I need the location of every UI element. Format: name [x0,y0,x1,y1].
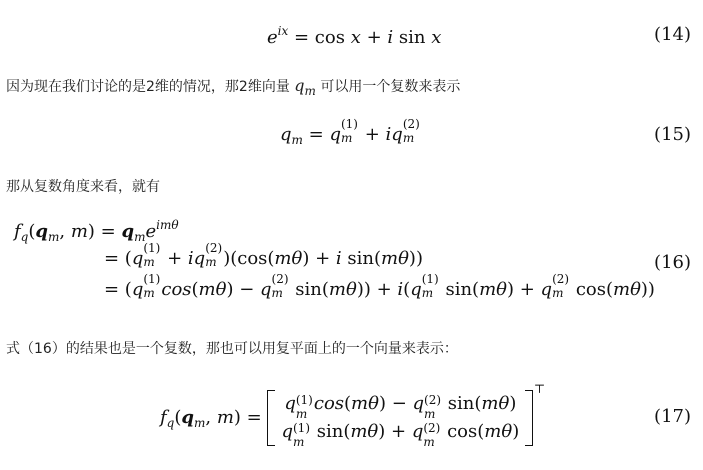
equation-16-line-1: $f_q(q_m$, $m) = q_me^{im\theta}$ [14,218,179,244]
equation-17-number: (17) [654,406,691,427]
equation-15 [0,117,703,154]
equation-14-body: $e^{ix} = \cos x + i$ sin x [267,24,442,48]
paragraph-complex-plane: 式（16）的结果也是一个复数，那也可以用复平面上的一个向量来表示： [6,341,458,357]
equation-17 [0,384,703,454]
equation-17-lhs: $f_q(q_m$, m) = [160,406,268,430]
paragraph-complex-view: 那从复数角度来看，就有 [6,179,160,195]
equation-16-number: (16) [654,252,691,273]
matrix-row-2: q (1) m sin(mθ) + q (2) m cos(mθ) [281,421,520,449]
equation-17-body [160,382,546,452]
equation-17-matrix [267,382,546,449]
matrix-row-1: q (1) m cos(mθ) − q (2) m sin(mθ) [284,393,517,421]
equation-14-number: (14) [654,24,691,45]
equation-14 [0,22,703,52]
equation-15-body: $q_m = q$ (1) m + iq (2) m [280,117,420,147]
paragraph-2d-vector [6,76,460,98]
equation-16 [0,218,703,310]
paragraph-2d-vector-text-a: 因为现在我们讨论的是2维的情况，那2维向量 [6,79,295,95]
equation-15-number: (15) [654,124,691,145]
equation-16-line-3: = (q (1) m cos(mθ) − q (2) m sin(mθ)) + i(q (1) m sin(mθ) + q (2) m cos(mθ)) [104,272,655,300]
inline-math-qm: $q_m$ [294,76,316,98]
equation-16-line-2: = (q (1) m + iq (2) m )(cos(mθ) + i sin(mθ)) [104,241,423,269]
matrix-left-bracket [267,390,275,446]
paragraph-2d-vector-text-b: 可以用一个复数来表示 [315,79,461,95]
matrix-right-bracket [525,390,533,446]
transpose-symbol: ⊤ [533,382,546,396]
